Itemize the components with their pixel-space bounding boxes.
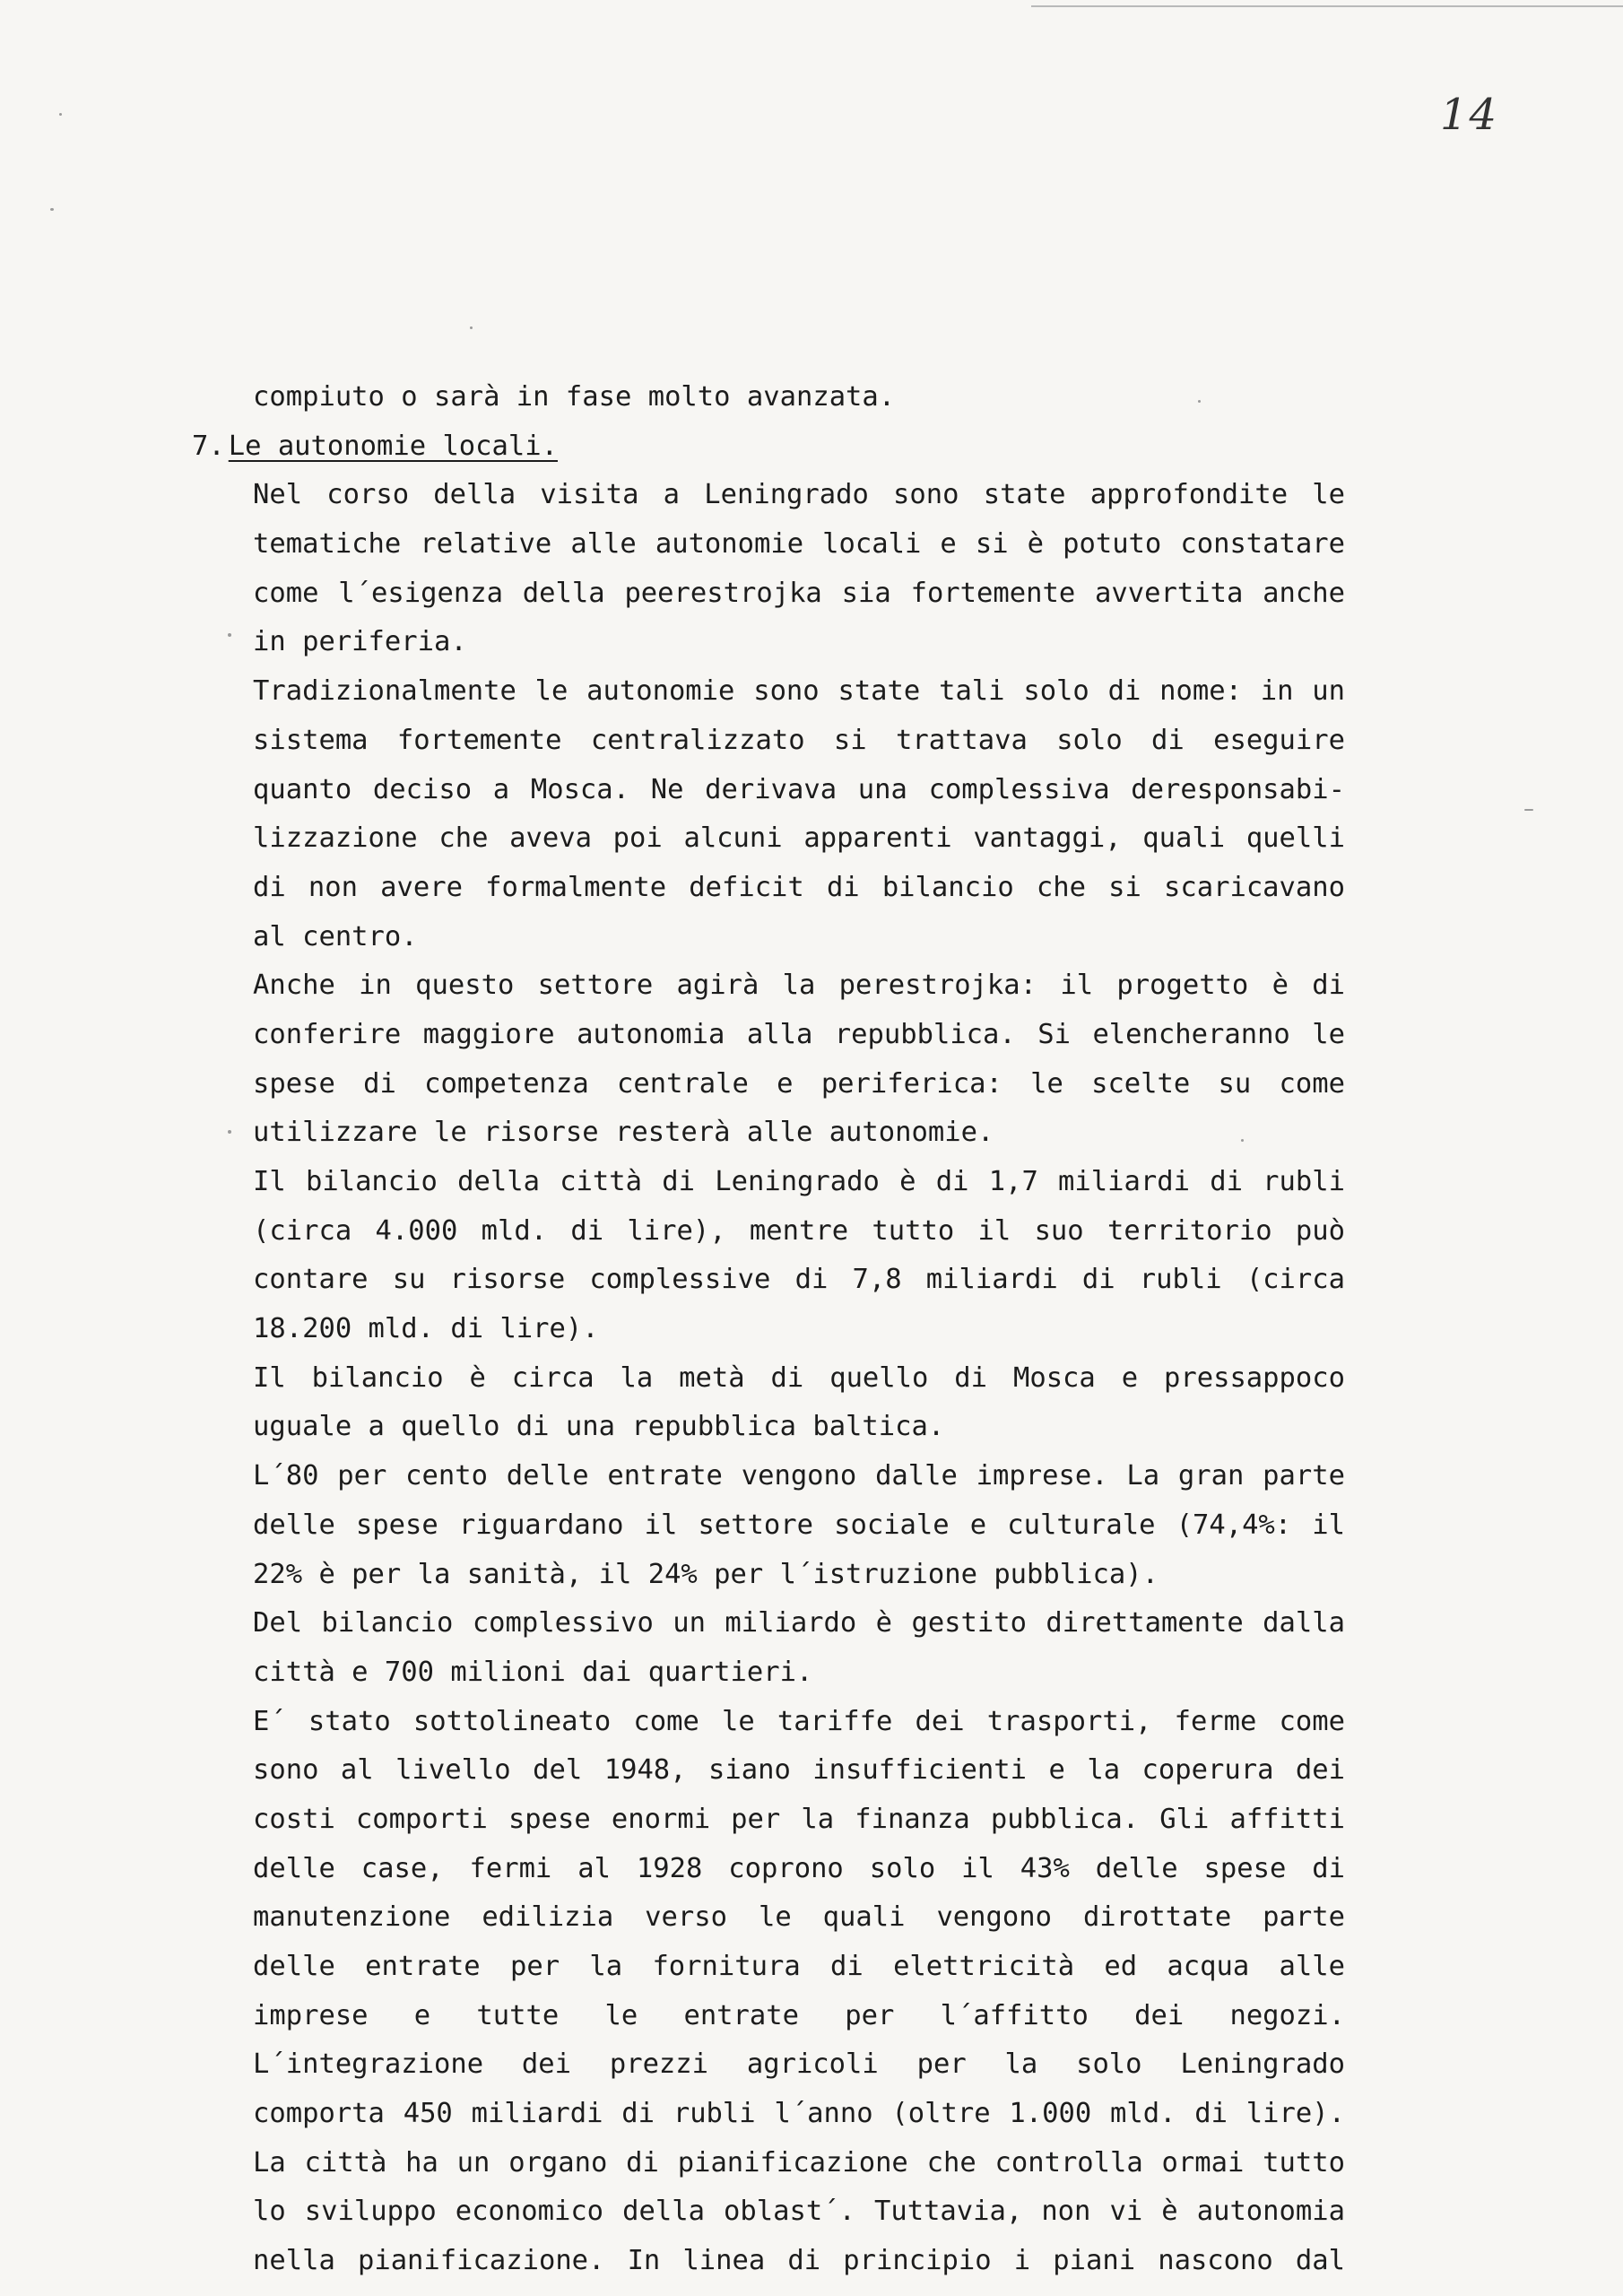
text-line: nella pianificazione. In linea di principio i piani nascono dal — [253, 2245, 1345, 2277]
text-line: delle case, fermi al 1928 coprono solo il 43% delle spese di — [253, 1852, 1345, 1884]
text-line: La città ha un organo di pianificazione che controlla ormai tutto — [253, 2146, 1345, 2179]
text-line: al centro. — [253, 920, 418, 952]
text-line: Tradizionalmente le autonomie sono state tali solo di nome: in un — [253, 675, 1345, 708]
body-text — [192, 373, 1345, 2286]
text-line: conferire maggiore autonomia alla repubblica. Si elencheranno le — [253, 1018, 1345, 1050]
text-line: in periferia. — [253, 626, 467, 658]
text-line: Il bilancio della città di Leningrado è di 1,7 miliardi di rubli — [253, 1166, 1345, 1197]
text-line: delle entrate per la fornitura di elettricità ed acqua alle — [253, 1951, 1345, 1982]
text-line: contare su risorse complessive di 7,8 miliardi di rubli (circa — [253, 1264, 1345, 1296]
text-line: L´integrazione dei prezzi agricoli per la solo Leningrado — [253, 2048, 1345, 2081]
scan-speck — [50, 208, 54, 211]
text-line: Nel corso della visita a Leningrado sono state approfondite le — [253, 479, 1345, 511]
scan-speck — [470, 326, 473, 329]
text-line: 18.200 mld. di lire). — [253, 1313, 599, 1345]
text-line: costi comporti spese enormi per la finanza pubblica. Gli affitti — [253, 1803, 1345, 1835]
text-line: manutenzione edilizia verso le quali vengono dirottate parte — [253, 1901, 1345, 1934]
text-line: di non avere formalmente deficit di bilancio che si scaricavano — [253, 871, 1345, 903]
text-line: sistema fortemente centralizzato si trattava solo di eseguire — [253, 724, 1345, 756]
text-line: L´80 per cento delle entrate vengono dalle imprese. La gran parte — [253, 1460, 1345, 1492]
text-line: lizzazione che aveva poi alcuni apparenti vantaggi, quali quelli — [253, 822, 1345, 855]
text-line: spese di competenza centrale e periferica: le scelte su come — [253, 1067, 1345, 1100]
text-line: città e 700 milioni dai quartieri. — [253, 1656, 813, 1688]
section-title: Le autonomie locali. — [228, 430, 558, 462]
text-line: imprese e tutte le entrate per l´affitto dei negozi. — [253, 1999, 1345, 2031]
text-line: 22% è per la sanità, il 24% per l´istruzione pubblica). — [253, 1558, 1159, 1590]
text-line: Del bilancio complessivo un miliardo è gestito direttamente dalla — [253, 1607, 1345, 1639]
page-number: 14 — [1440, 90, 1499, 140]
text-line: utilizzare le risorse resterà alle autonomie. — [253, 1117, 994, 1149]
text-line: Anche in questo settore agirà la perestrojka: il progetto è di — [253, 970, 1345, 1002]
text-line: comporta 450 miliardi di rubli l´anno (oltre 1.000 mld. di lire). — [253, 2098, 1345, 2130]
scan-speck — [59, 113, 62, 116]
scan-speck — [228, 1130, 231, 1134]
text-line: lo sviluppo economico della oblast´. Tuttavia, non vi è autonomia — [253, 2196, 1345, 2228]
scan-edge-line — [1031, 5, 1623, 7]
text-line: (circa 4.000 mld. di lire), mentre tutto il suo territorio può — [253, 1214, 1345, 1247]
text-line: come l´esigenza della peerestrojka sia fortemente avvertita anche — [253, 577, 1345, 609]
text-line: delle spese riguardano il settore sociale e culturale (74,4%: il — [253, 1509, 1345, 1541]
scan-speck — [1524, 809, 1533, 811]
text-line: E´ stato sottolineato come le tariffe dei trasporti, ferme come — [253, 1705, 1345, 1737]
section-heading — [192, 422, 1345, 472]
text-line: compiuto o sarà in fase molto avanzata. — [253, 381, 896, 413]
text-line: sono al livello del 1948, siano insufficienti e la coperura dei — [253, 1754, 1345, 1787]
section-number: 7. — [192, 430, 225, 462]
scan-speck — [228, 633, 231, 637]
text-line: tematiche relative alle autonomie locali e si è potuto constatare — [253, 528, 1345, 561]
text-line: uguale a quello di una repubblica baltica. — [253, 1411, 945, 1443]
text-line: quanto deciso a Mosca. Ne derivava una complessiva deresponsabi- — [253, 773, 1345, 805]
text-line: Il bilancio è circa la metà di quello di Mosca e pressappoco — [253, 1361, 1345, 1394]
